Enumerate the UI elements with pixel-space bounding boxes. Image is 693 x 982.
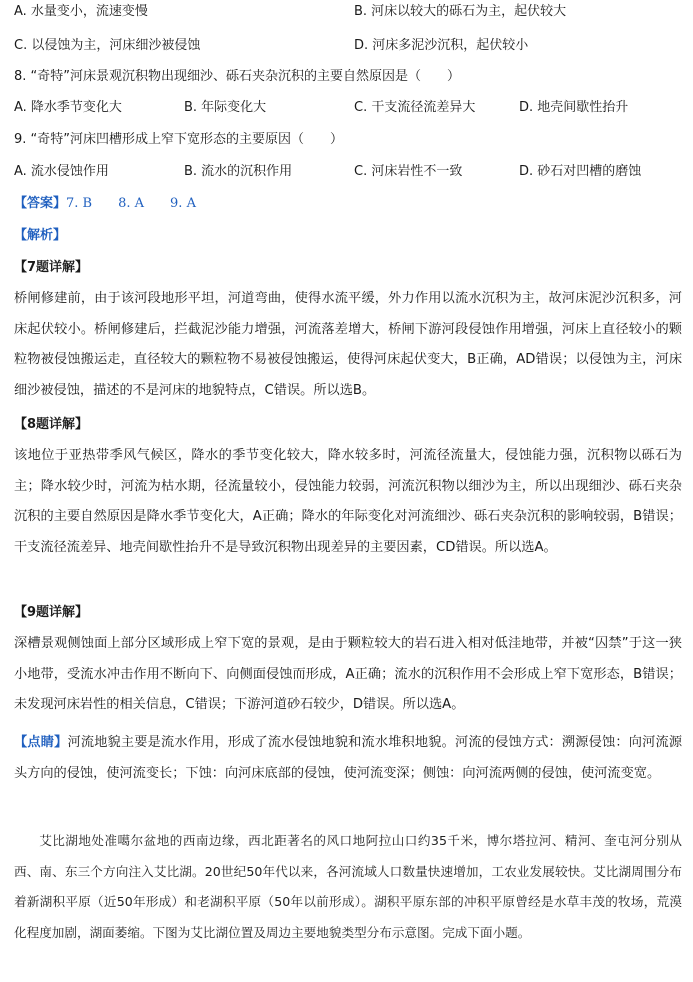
- answer-text: 7. B 8. A 9. A: [66, 196, 196, 211]
- q9-option-d: D. 砂石对凹槽的磨蚀: [519, 164, 642, 179]
- answer-line: [14, 195, 682, 213]
- q7-detail-body: 桥闸修建前，由于该河段地形平坦，河道弯曲，使得水流平缓，外力作用以流水沉积为主，故河床泥沙沉积多，河床起伏较小。桥闸修建后，拦截泥沙能力增强，河流落差增大，桥闸下游河段侵蚀作用增强，河床上直径较小的颗粒物被侵蚀搬运走，直径较大的颗粒物不易被侵蚀搬运，使得河床起伏变大，B正确，AD错误；以侵蚀为主，河床细沙被侵蚀，描述的不是河床的地貌特点，C错误。所以选B。: [14, 291, 682, 398]
- tips-tag: 【点睛】: [14, 735, 68, 750]
- q7-detail-heading: 【7题详解】: [14, 260, 89, 275]
- q7-option-c: C. 以侵蚀为主，河床细沙被侵蚀: [14, 38, 201, 53]
- q8-detail-heading: 【8题详解】: [14, 417, 89, 432]
- q7-option-d: D. 河床多泥沙沉积，起伏较小: [354, 38, 529, 53]
- q9-option-b: B. 流水的沉积作用: [184, 164, 293, 179]
- q8-option-a: A. 降水季节变化大: [14, 100, 122, 115]
- analysis-tag: 【解析】: [14, 228, 67, 243]
- q8-option-d: D. 地壳间歇性抬升: [519, 100, 629, 115]
- tips-block: [14, 728, 682, 789]
- answer-tag: 【答案】: [14, 196, 67, 211]
- q7-option-a: A. 水量变小，流速变慢: [14, 4, 148, 19]
- q8-stem: 8. “奇特”河床景观沉积物出现细沙、砾石夹杂沉积的主要自然原因是（ ）: [14, 69, 461, 84]
- q9-option-c: C. 河床岩性不一致: [354, 164, 463, 179]
- q9-stem: 9. “奇特”河床凹槽形成上窄下宽形态的主要原因（ ）: [14, 132, 344, 147]
- q8-detail-body: 该地位于亚热带季风气候区，降水的季节变化较大，降水较多时，河流径流量大，侵蚀能力强，沉积物以砾石为主；降水较少时，河流为枯水期，径流量较小，侵蚀能力较弱，河流沉积物以细沙为主，所以出现细沙、砾石夹杂沉积的主要自然原因是降水季节变化大，A正确；降水的年际变化对河流细沙、砾石夹杂沉积的影响较弱，B错误；干支流径流差异、地壳间歇性抬升不是导致沉积物出现差异的主要因素，CD错误。所以选A。: [14, 448, 682, 555]
- q7-option-b: B. 河床以较大的砾石为主，起伏较大: [354, 4, 567, 19]
- q8-option-c: C. 干支流径流差异大: [354, 100, 476, 115]
- tips-body: 河流地貌主要是流水作用，形成了流水侵蚀地貌和流水堆积地貌。河流的侵蚀方式：溯源侵蚀：向河流源头方向的侵蚀，使河流变长；下蚀：向河床底部的侵蚀，使河流变深；侧蚀：向河流两侧的侵蚀，使河流变宽。: [14, 735, 683, 781]
- q8-option-b: B. 年际变化大: [184, 100, 267, 115]
- q9-detail-heading: 【9题详解】: [14, 605, 89, 620]
- next-question-material: 艾比湖地处准噶尔盆地的西南边缘，西北距著名的风口地阿拉山口约35千米，博尔塔拉河、精河、奎屯河分别从西、南、东三个方向注入艾比湖。20世纪50年代以来，各河流域人口数量快速增加，工农业发展较快。艾比湖周围分布着新湖积平原（近50年形成）和老湖积平原（50年以前形成）。湖积平原东部的冲积平原曾经是水草丰茂的牧场，荒漠化程度加剧，湖面萎缩。下图为艾比湖位置及周边主要地貌类型分布示意图。完成下面小题。: [14, 833, 682, 940]
- q9-option-a: A. 流水侵蚀作用: [14, 164, 109, 179]
- q9-detail-body: 深槽景观侧蚀面上部分区域形成上窄下宽的景观，是由于颗粒较大的岩石进入相对低洼地带，并被“囚禁”于这一狭小地带，受流水冲击作用不断向下、向侧面侵蚀而形成，A正确；流水的沉积作用不会形成上窄下宽形态，B错误；未发现河床岩性的相关信息，C错误；下游河道砂石较少，D错误。所以选A。: [14, 636, 682, 712]
